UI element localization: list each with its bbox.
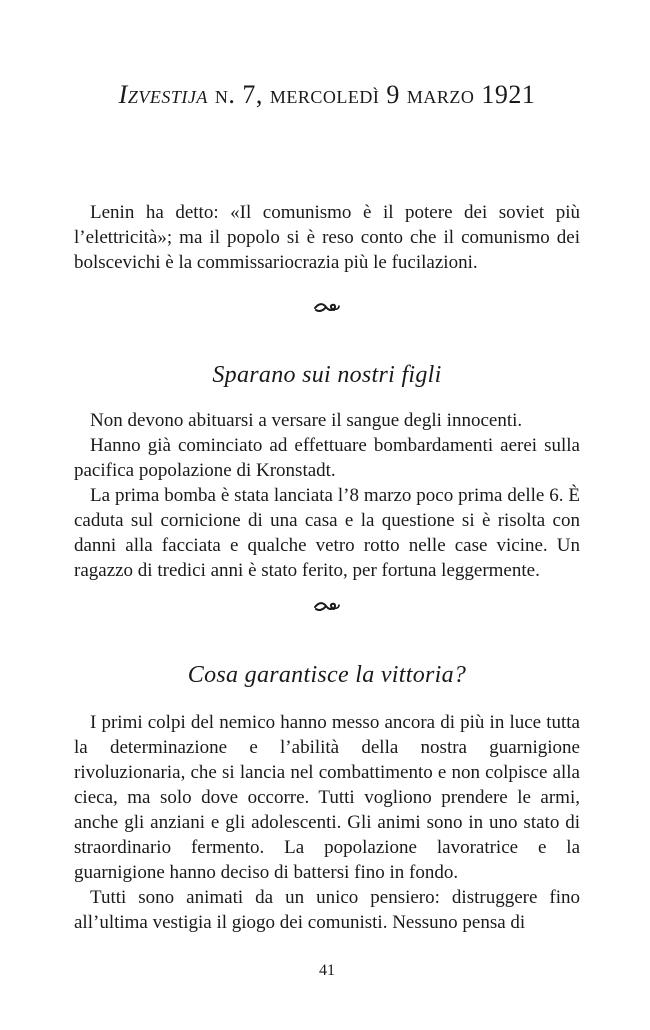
section-1-paragraph: Hanno già cominciato ad effettuare bombardamenti aerei sulla pacifica popolazione di Kronstadt. bbox=[74, 435, 580, 481]
book-page bbox=[74, 0, 580, 1030]
intro-block bbox=[74, 200, 580, 275]
fleuron-icon bbox=[74, 597, 580, 620]
issue-date: n. 7, mercoledì 9 marzo 1921 bbox=[214, 80, 536, 109]
running-header bbox=[74, 80, 580, 110]
section-title-2: Cosa garantisce la vittoria? bbox=[187, 662, 467, 688]
section-1-paragraph: La prima bomba è stata lanciata l’8 marzo poco prima delle 6. È caduta sul cornicione di una casa e la questione si è risolta con danni alla facciata e qualche vetro rotto nelle case vicine. Un ragazzo di tredici anni è stato ferito, per fortuna leggermente. bbox=[74, 485, 580, 581]
section-2-paragraph: I primi colpi del nemico hanno messo ancora di più in luce tutta la determinazione e l’abilità della nostra guarnigione rivoluzionaria, che si lancia nel combattimento e non colpisce alla cieca, ma solo dove occorre. Tutti vogliono prendere le armi, anche gli anziani e gli adolescenti. Gli animi sono in uno stato di straordinario fermento. La popolazione lavoratrice e la guarnigione hanno deciso di battersi fino in fondo. bbox=[74, 712, 580, 883]
page-number: 41 bbox=[319, 962, 335, 979]
section-2-body bbox=[74, 710, 580, 935]
journal-name: Izvestija bbox=[118, 80, 208, 109]
section-1-paragraph: Non devono abituarsi a versare il sangue degli innocenti. bbox=[90, 410, 523, 431]
section-1-body bbox=[74, 408, 580, 583]
section-2-paragraph: Tutti sono animati da un unico pensiero: distruggere fino all’ultima vestigia il giogo dei comunisti. Nessuno pensa di bbox=[74, 887, 580, 933]
fleuron-icon bbox=[74, 298, 580, 321]
section-title-1: Sparano sui nostri figli bbox=[212, 362, 442, 388]
intro-paragraph: Lenin ha detto: «Il comunismo è il potere dei soviet più l’elettricità»; ma il popolo si è reso conto che il comunismo dei bolscevichi è la commissariocrazia più le fucilazioni. bbox=[74, 202, 580, 273]
